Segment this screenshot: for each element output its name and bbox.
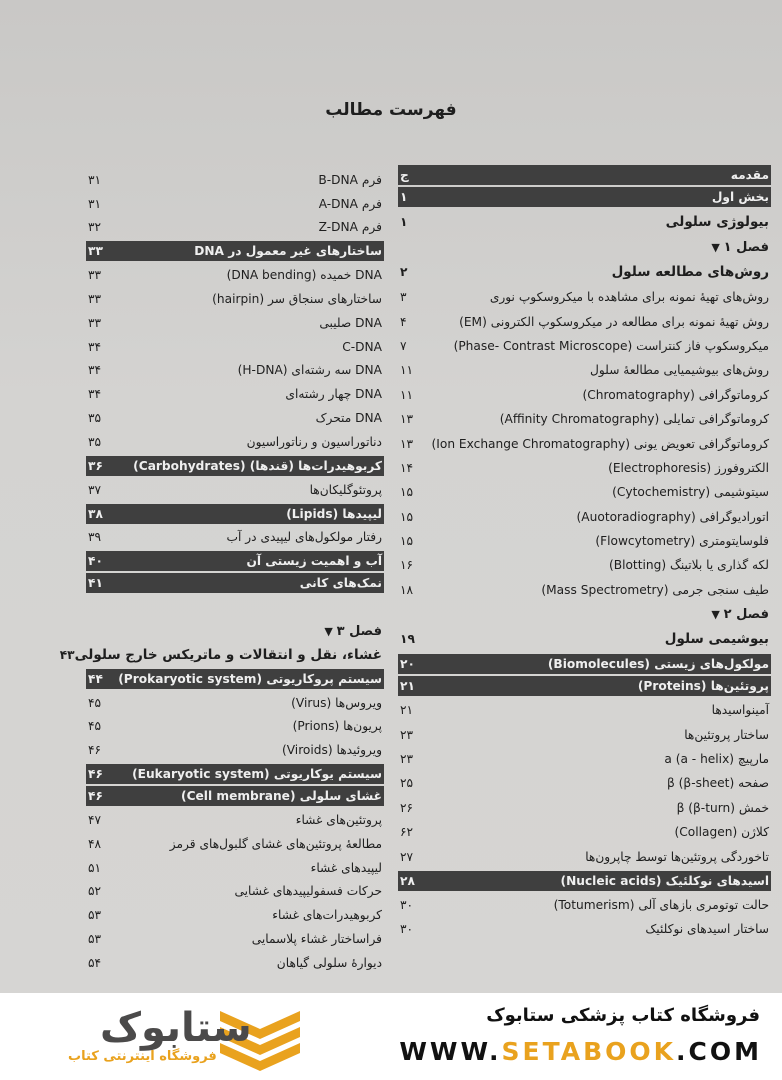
toc-entry-title: بخش اول bbox=[711, 190, 769, 204]
toc-entry-title: روش‌های تهیهٔ نمونه برای مشاهده با میکروسکوپ نوری bbox=[489, 290, 769, 305]
toc-entry-title: لکه گذاری یا بلاتینگ (Blotting) bbox=[608, 558, 769, 573]
toc-entry-page: ۲۷ bbox=[400, 849, 414, 864]
toc-entry-title: روش‌های مطالعه سلول bbox=[611, 264, 769, 280]
toc-entry bbox=[86, 903, 384, 927]
toc-entry-title: مارپیچ a (a - helix) bbox=[664, 752, 769, 767]
toc-entry-title: کربوهیدرات‌ها (قندها) (Carbohydrates) bbox=[133, 458, 382, 473]
toc-entry bbox=[86, 551, 384, 571]
toc-entry bbox=[59, 643, 384, 667]
toc-entry bbox=[398, 676, 771, 696]
toc-entry bbox=[86, 406, 384, 430]
toc-entry bbox=[86, 619, 384, 643]
toc-entry-title: DNA چهار رشته‌ای bbox=[285, 387, 382, 402]
toc-entry bbox=[398, 820, 771, 844]
toc-entry-page: ۲۳ bbox=[400, 727, 414, 742]
toc-entry bbox=[86, 504, 384, 524]
toc-entry-title: دیوارهٔ سلولی گیاهان bbox=[276, 955, 382, 970]
toc-entry bbox=[86, 478, 384, 502]
toc-entry-title: ساختارهای غیر معمول در DNA bbox=[194, 244, 382, 259]
toc-entry-page: ۲ bbox=[400, 265, 408, 279]
toc-entry-page: ۱۵ bbox=[400, 534, 414, 549]
toc-entry bbox=[398, 529, 771, 553]
toc-entry-title: DNA صلیبی bbox=[319, 315, 382, 330]
toc-entry-title: نمک‌های کانی bbox=[299, 576, 382, 591]
toc-entry bbox=[86, 786, 384, 806]
toc-entry bbox=[86, 335, 384, 359]
toc-entry-page: ۶۲ bbox=[400, 825, 414, 840]
toc-entry-title: فراساختار غشاء پلاسمایی bbox=[251, 932, 382, 947]
footer-banner bbox=[0, 993, 782, 1080]
toc-entry bbox=[398, 187, 771, 207]
toc-entry bbox=[398, 602, 771, 626]
toc-entry-title: سیتوشیمی (Cytochemistry) bbox=[612, 485, 769, 500]
toc-entry-page: ۴۴ bbox=[88, 671, 103, 686]
toc-entry bbox=[86, 526, 384, 550]
toc-entry-title: اسیدهای نوکلئیک (Nucleic acids) bbox=[560, 873, 769, 888]
toc-entry bbox=[86, 880, 384, 904]
toc-entry-page: ۷ bbox=[400, 338, 407, 353]
toc-right-column bbox=[398, 163, 771, 942]
toc-entry-page: ۳۸ bbox=[88, 506, 103, 521]
toc-entry bbox=[398, 917, 771, 941]
toc-entry bbox=[398, 893, 771, 917]
toc-entry-title: صفحه β (β-sheet) bbox=[667, 776, 769, 791]
toc-entry-page: ۳۳ bbox=[88, 292, 102, 307]
url-brand: SETABOOK bbox=[501, 1037, 677, 1066]
toc-entry-page: ۱۱ bbox=[400, 387, 414, 402]
toc-entry bbox=[86, 715, 384, 739]
toc-entry-page: ۳۵ bbox=[88, 434, 102, 449]
toc-entry-page: ۳۴ bbox=[88, 339, 102, 354]
toc-entry bbox=[398, 771, 771, 795]
toc-entry bbox=[398, 722, 771, 746]
toc-entry-page: ۳۷ bbox=[88, 482, 102, 497]
toc-entry bbox=[398, 747, 771, 771]
toc-entry-page: ۴۶ bbox=[88, 767, 103, 782]
toc-entry-page: ۴ bbox=[400, 314, 407, 329]
toc-entry bbox=[86, 263, 384, 287]
toc-entry bbox=[398, 553, 771, 577]
toc-entry-title: لیپیدها (Lipids) bbox=[286, 506, 382, 521]
toc-entry bbox=[398, 698, 771, 722]
toc-entry-title: فلوسایتومتری (Flowcytometry) bbox=[595, 534, 769, 549]
toc-entry bbox=[398, 844, 771, 868]
toc-entry-title: فصل ۱ ▼ bbox=[711, 240, 769, 255]
toc-entry-title: فرم B-DNA bbox=[318, 172, 382, 187]
toc-entry-title: ویروس‌ها (Virus) bbox=[291, 695, 382, 710]
toc-entry-title: الکتروفورز (Electrophoresis) bbox=[608, 460, 769, 475]
toc-entry bbox=[398, 456, 771, 480]
toc-entry-title: کلاژن (Collagen) bbox=[674, 825, 769, 840]
toc-entry-page: ۲۱ bbox=[400, 703, 414, 718]
toc-entry-page: ج bbox=[400, 168, 409, 182]
toc-entry-title: روش تهیهٔ نمونه برای مطالعه در میکروسکوپ الکترونی (EM) bbox=[459, 314, 769, 329]
toc-entry-page: ۴۳ bbox=[59, 647, 75, 662]
toc-entry-page: ۱۱ bbox=[400, 363, 414, 378]
toc-entry bbox=[86, 573, 384, 593]
toc-entry-title: روش‌های بیوشیمیایی مطالعهٔ سلول bbox=[590, 363, 769, 378]
toc-entry-title: بیولوژی سلولی bbox=[665, 214, 769, 230]
toc-entry-title: کروماتوگرافی تعویض یونی (Ion Exchange Chromatography) bbox=[431, 436, 769, 451]
toc-entry-title: پروتئین‌ها (Proteins) bbox=[637, 679, 769, 694]
toc-entry-title: فرم A-DNA bbox=[318, 196, 382, 211]
toc-entry-page: ۲۵ bbox=[400, 776, 414, 791]
toc-entry-page: ۳۶ bbox=[88, 458, 103, 473]
toc-entry-title: دناتوراسیون و رناتوراسیون bbox=[246, 434, 382, 449]
toc-entry-title: پروتئوگلیکان‌ها bbox=[309, 482, 382, 497]
toc-entry-title: آب و اهمیت زیستی آن bbox=[246, 554, 382, 569]
toc-entry bbox=[86, 192, 384, 216]
toc-entry-title: سیستم یوکاریوتی (Eukaryotic system) bbox=[132, 767, 382, 782]
toc-entry-title: آمینواسیدها bbox=[711, 703, 769, 718]
toc-entry bbox=[86, 216, 384, 240]
toc-entry-page: ۲۸ bbox=[400, 873, 415, 888]
toc-entry-title: ویروئیدها (Viroids) bbox=[281, 743, 382, 758]
toc-entry bbox=[86, 382, 384, 406]
toc-entry-page: ۲۳ bbox=[400, 752, 414, 767]
store-logo bbox=[30, 1005, 330, 1070]
toc-entry-title: تاخوردگی پروتئین‌ها توسط چاپرون‌ها bbox=[585, 849, 769, 864]
toc-entry-title: پریون‌ها (Prions) bbox=[292, 719, 382, 734]
toc-entry-title: C-DNA bbox=[342, 339, 382, 354]
toc-entry-page: ۳۳ bbox=[88, 268, 102, 283]
toc-entry bbox=[86, 595, 384, 619]
toc-entry bbox=[398, 578, 771, 602]
shop-name: فروشگاه کتاب پزشکی ستابوک bbox=[486, 1005, 760, 1026]
toc-left-column bbox=[59, 168, 384, 975]
toc-entry bbox=[398, 309, 771, 333]
toc-entry-title: مولکول‌های زیستی (Biomolecules) bbox=[547, 657, 769, 672]
toc-entry-page: ۱۵ bbox=[400, 509, 414, 524]
toc-entry bbox=[398, 285, 771, 309]
toc-entry-page: ۴۱ bbox=[88, 576, 103, 591]
toc-entry-title: ساختار پروتئین‌ها bbox=[684, 727, 769, 742]
toc-entry-page: ۳۴ bbox=[88, 363, 102, 378]
toc-entry bbox=[398, 871, 771, 891]
toc-entry-page: ۱۳ bbox=[400, 436, 414, 451]
toc-entry-page: ۱۳ bbox=[400, 412, 414, 427]
toc-entry-page: ۵۲ bbox=[88, 884, 102, 899]
toc-entry bbox=[398, 358, 771, 382]
toc-entry bbox=[398, 407, 771, 431]
toc-entry-page: ۵۳ bbox=[88, 932, 102, 947]
toc-entry bbox=[398, 165, 771, 185]
toc-entry-title: حالت توتومری بازهای آلی (Totumerism) bbox=[553, 898, 769, 912]
shop-url[interactable] bbox=[399, 1037, 762, 1066]
toc-entry bbox=[86, 241, 384, 261]
toc-entry bbox=[86, 359, 384, 383]
toc-entry-title: رفتار مولکول‌های لیپیدی در آب bbox=[226, 530, 382, 545]
toc-entry-title: اتورادیوگرافی (Auotoradiography) bbox=[576, 509, 769, 524]
toc-entry-title: پروتئین‌های غشاء bbox=[295, 813, 382, 828]
toc-entry-page: ۳ bbox=[400, 290, 407, 305]
toc-entry bbox=[398, 480, 771, 504]
toc-entry-page: ۱ bbox=[400, 190, 408, 204]
toc-entry-page: ۴۰ bbox=[88, 554, 103, 569]
toc-entry bbox=[398, 796, 771, 820]
toc-entry bbox=[398, 383, 771, 407]
toc-entry bbox=[398, 626, 771, 652]
toc-entry-page: ۱ bbox=[400, 215, 408, 229]
toc-entry bbox=[398, 334, 771, 358]
toc-entry bbox=[398, 235, 771, 259]
toc-entry-title: کروماتوگرافی (Chromatography) bbox=[582, 387, 769, 402]
toc-entry-page: ۱۹ bbox=[400, 632, 415, 647]
toc-entry-title: ساختار اسیدهای نوکلئیک bbox=[645, 922, 769, 937]
toc-entry bbox=[398, 505, 771, 529]
toc-entry-page: ۲۰ bbox=[400, 657, 415, 672]
toc-entry-page: ۳۱ bbox=[88, 172, 102, 187]
toc-entry-title: DNA متحرک bbox=[315, 411, 382, 426]
toc-entry-page: ۳۴ bbox=[88, 387, 102, 402]
toc-entry-page: ۳۵ bbox=[88, 411, 102, 426]
toc-entry-page: ۳۲ bbox=[88, 220, 102, 235]
toc-entry bbox=[86, 856, 384, 880]
toc-entry-page: ۳۰ bbox=[400, 898, 414, 912]
toc-entry bbox=[398, 209, 771, 235]
toc-entry-page: ۴۶ bbox=[88, 789, 103, 804]
toc-entry-title: میکروسکوپ فاز کنتراست (Phase- Contrast Microscope) bbox=[453, 338, 769, 353]
toc-entry-title: طیف سنجی جرمی (Mass Spectrometry) bbox=[541, 582, 769, 597]
toc-entry-title: DNA خمیده (DNA bending) bbox=[226, 268, 382, 283]
toc-entry bbox=[86, 287, 384, 311]
toc-entry bbox=[86, 808, 384, 832]
toc-entry-page: ۱۵ bbox=[400, 485, 414, 500]
toc-entry-page: ۳۹ bbox=[88, 530, 102, 545]
toc-entry-title: مقدمه bbox=[730, 168, 769, 182]
toc-entry-page: ۳۳ bbox=[88, 244, 103, 259]
toc-entry-page: ۱۶ bbox=[400, 558, 414, 573]
toc-entry-title: خمش β (β-turn) bbox=[676, 800, 769, 815]
page-title: فهرست مطالب bbox=[325, 100, 457, 120]
toc-entry bbox=[86, 738, 384, 762]
toc-entry-page: ۴۶ bbox=[88, 743, 102, 758]
toc-entry-page: ۵۴ bbox=[88, 955, 102, 970]
toc-entry-title: فرم Z-DNA bbox=[318, 220, 382, 235]
toc-entry bbox=[86, 691, 384, 715]
toc-entry-page: ۴۵ bbox=[88, 719, 102, 734]
toc-entry-title: بیوشیمی سلول bbox=[664, 631, 769, 648]
toc-entry bbox=[86, 168, 384, 192]
toc-entry-title: ساختارهای سنجاق سر (hairpin) bbox=[212, 292, 382, 307]
toc-entry bbox=[398, 654, 771, 674]
url-suffix: .COM bbox=[676, 1037, 762, 1066]
toc-entry bbox=[86, 764, 384, 784]
toc-entry-page: ۳۱ bbox=[88, 196, 102, 211]
toc-entry bbox=[398, 431, 771, 455]
toc-entry bbox=[398, 259, 771, 285]
toc-entry-page: ۱۴ bbox=[400, 460, 414, 475]
toc-entry-page: ۱۸ bbox=[400, 582, 414, 597]
toc-entry-title: فصل ۲ ▼ bbox=[711, 607, 769, 622]
toc-entry-page: ۲۶ bbox=[400, 800, 414, 815]
toc-entry bbox=[86, 951, 384, 975]
toc-entry-title: غشاء، نقل و انتقالات و ماتریکس خارج سلولی bbox=[74, 646, 382, 663]
toc-entry bbox=[86, 669, 384, 689]
toc-entry-title: کربوهیدرات‌های غشاء bbox=[272, 908, 382, 923]
toc-entry-title: لیپیدهای غشاء bbox=[310, 860, 382, 875]
toc-entry bbox=[86, 430, 384, 454]
toc-entry-title: کروماتوگرافی تمایلی (Affinity Chromatography) bbox=[499, 412, 769, 427]
toc-entry-title: سیستم پروکاریوتی (Prokaryotic system) bbox=[118, 671, 382, 686]
toc-entry-title: مطالعهٔ پروتئین‌های غشای گلبول‌های قرمز bbox=[169, 836, 382, 851]
toc-entry bbox=[86, 311, 384, 335]
toc-entry bbox=[86, 456, 384, 476]
toc-entry-title: DNA سه رشته‌ای (H-DNA) bbox=[237, 363, 382, 378]
url-prefix: WWW. bbox=[399, 1037, 502, 1066]
toc-entry-page: ۳۳ bbox=[88, 315, 102, 330]
toc-entry-title: غشای سلولی (Cell membrane) bbox=[181, 789, 382, 804]
toc-entry bbox=[86, 927, 384, 951]
toc-entry-page: ۵۱ bbox=[88, 860, 102, 875]
logo-text: ستابوک bbox=[100, 1005, 252, 1051]
toc-entry-page: ۴۵ bbox=[88, 695, 102, 710]
toc-entry bbox=[86, 832, 384, 856]
toc-entry-page: ۳۰ bbox=[400, 922, 414, 937]
logo-subtitle: فروشگاه اینترنتی کتاب bbox=[68, 1049, 217, 1064]
toc-entry-page: ۴۷ bbox=[88, 813, 102, 828]
toc-entry-title: فصل ۳ ▼ bbox=[324, 624, 382, 639]
toc-entry-title: حرکات فسفولیپیدهای غشایی bbox=[234, 884, 382, 899]
toc-entry-page: ۲۱ bbox=[400, 679, 415, 694]
toc-entry-page: ۵۳ bbox=[88, 908, 102, 923]
toc-entry-page: ۴۸ bbox=[88, 836, 102, 851]
